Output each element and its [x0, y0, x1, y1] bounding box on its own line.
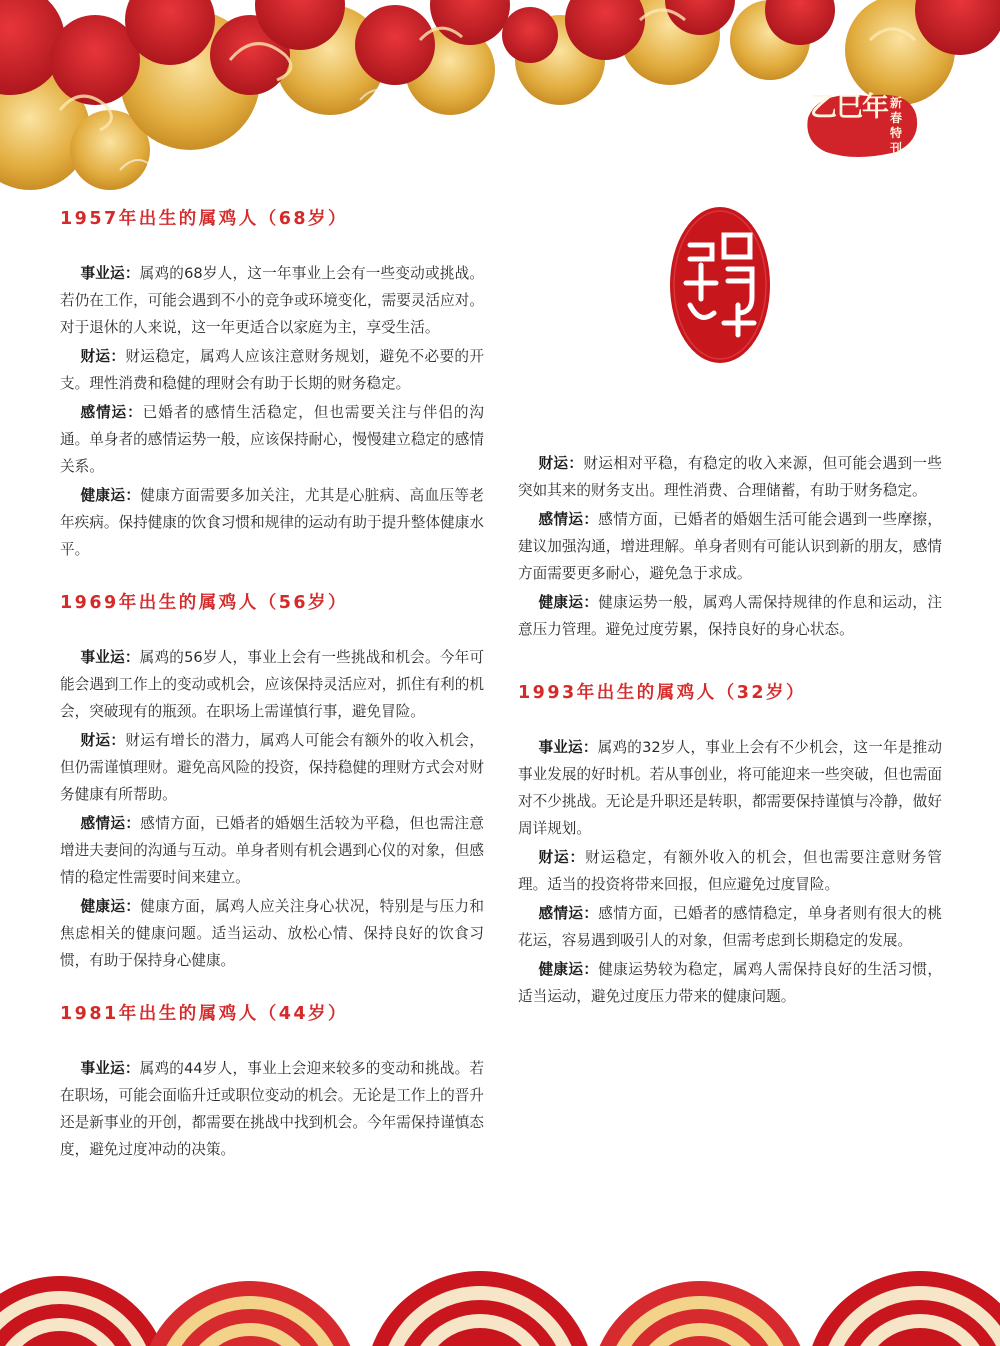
- badge-subtitle: 新春特刊: [890, 96, 903, 155]
- text-wealth: 财运稳定，有额外收入的机会，但也需要注意财务管理。适当的投资将带来回报，但应避免过度冒险。: [518, 849, 942, 893]
- seal-shape: [668, 205, 772, 365]
- paragraph-love: [518, 506, 942, 587]
- text-love: 感情方面，已婚者的婚姻生活可能会遇到一些摩擦，建议加强沟通，增进理解。单身者则有可能认识到新的朋友，感情方面需要更多耐心，避免急于求成。: [518, 511, 942, 582]
- section-heading: 1981年出生的属鸡人（44岁）: [60, 1004, 349, 1024]
- section-1957: [60, 205, 484, 563]
- right-column: [518, 450, 942, 1036]
- section-1993: [518, 679, 942, 1010]
- rooster-seal: [668, 205, 772, 365]
- text-health: 健康运势较为稳定，属鸡人需保持良好的生活习惯，适当运动，避免过度压力带来的健康问题。: [518, 961, 942, 1005]
- paragraph-career: [60, 644, 484, 725]
- badge-title: 乙巳年: [810, 92, 888, 123]
- paragraph-health: [60, 482, 484, 563]
- label-career: 事业运：: [80, 265, 140, 282]
- paragraph-wealth: [518, 844, 942, 898]
- paragraph-love: [60, 399, 484, 480]
- text-health: 健康方面，属鸡人应关注身心状况，特别是与压力和焦虑相关的健康问题。适当运动、放松心情、保持良好的饮食习惯，有助于保持身心健康。: [60, 898, 484, 969]
- label-career: 事业运：: [538, 739, 598, 756]
- section-heading: 1993年出生的属鸡人（32岁）: [518, 683, 807, 703]
- left-column: [60, 205, 484, 1189]
- text-career: 属鸡的32岁人，事业上会有不少机会，这一年是推动事业发展的好时机。若从事创业，将可能迎来一些突破，但也需面对不少挑战。无论是升职还是转职，都需要保持谨慎与冷静，做好周详规划。: [518, 739, 942, 837]
- paragraph-career: [60, 1055, 484, 1163]
- text-love: 感情方面，已婚者的婚姻生活较为平稳，但也需注意增进夫妻间的沟通与互动。单身者则有机会遇到心仪的对象，但感情的稳定性需要时间来建立。: [60, 815, 484, 886]
- label-wealth: 财运：: [80, 348, 126, 365]
- paragraph-career: [60, 260, 484, 341]
- text-love: 感情方面，已婚者的感情稳定，单身者则有很大的桃花运，容易遇到吸引人的对象，但需考虑到长期稳定的发展。: [518, 905, 942, 949]
- paragraph-wealth: [518, 450, 942, 504]
- label-wealth: 财运：: [80, 732, 126, 749]
- bottom-wave-decoration: [0, 1266, 1000, 1346]
- paragraph-health: [518, 589, 942, 643]
- text-career: 属鸡的44岁人，事业上会迎来较多的变动和挑战。若在职场，可能会面临升迁或职位变动的机会。无论是工作上的晋升还是新事业的开创，都需要在挑战中找到机会。今年需保持谨慎态度，避免过度冲动的决策。: [60, 1060, 484, 1158]
- label-wealth: 财运：: [538, 455, 584, 472]
- label-health: 健康运：: [538, 961, 599, 978]
- label-love: 感情运：: [80, 815, 141, 832]
- section-1981: [60, 1000, 484, 1163]
- issue-badge: [804, 88, 922, 160]
- paragraph-health: [60, 893, 484, 974]
- label-love: 感情运：: [538, 905, 599, 922]
- label-love: 感情运：: [538, 511, 599, 528]
- label-career: 事业运：: [80, 649, 140, 666]
- section-heading: 1969年出生的属鸡人（56岁）: [60, 593, 349, 613]
- paragraph-wealth: [60, 343, 484, 397]
- text-health: 健康运势一般，属鸡人需保持规律的作息和运动，注意压力管理。避免过度劳累，保持良好的身心状态。: [518, 594, 942, 638]
- text-wealth: 财运稳定，属鸡人应该注意财务规划，避免不必要的开支。理性消费和稳健的理财会有助于长期的财务稳定。: [60, 348, 484, 392]
- paragraph-love: [60, 810, 484, 891]
- label-health: 健康运：: [80, 898, 141, 915]
- paragraph-career: [518, 734, 942, 842]
- text-career: 属鸡的68岁人，这一年事业上会有一些变动或挑战。若仍在工作，可能会遇到不小的竞争或环境变化，需要灵活应对。对于退休的人来说，这一年更适合以家庭为主，享受生活。: [60, 265, 484, 336]
- label-career: 事业运：: [80, 1060, 140, 1077]
- section-heading: 1957年出生的属鸡人（68岁）: [60, 209, 349, 229]
- text-wealth: 财运相对平稳，有稳定的收入来源，但可能会遇到一些突如其来的财务支出。理性消费、合理储蓄，有助于财务稳定。: [518, 455, 942, 499]
- label-health: 健康运：: [538, 594, 599, 611]
- label-love: 感情运：: [80, 404, 143, 421]
- paragraph-health: [518, 956, 942, 1010]
- label-health: 健康运：: [80, 487, 141, 504]
- text-love: 已婚者的感情生活稳定，但也需要关注与伴侣的沟通。单身者的感情运势一般，应该保持耐心，慢慢建立稳定的感情关系。: [60, 404, 484, 475]
- paragraph-wealth: [60, 727, 484, 808]
- text-career: 属鸡的56岁人，事业上会有一些挑战和机会。今年可能会遇到工作上的变动或机会，应该保持灵活应对，抓住有利的机会，突破现有的瓶颈。在职场上需谨慎行事，避免冒险。: [60, 649, 484, 720]
- label-wealth: 财运：: [538, 849, 586, 866]
- text-wealth: 财运有增长的潜力，属鸡人可能会有额外的收入机会，但仍需谨慎理财。避免高风险的投资，保持稳健的理财方式会对财务健康有所帮助。: [60, 732, 484, 803]
- section-1969: [60, 589, 484, 974]
- section-1981-continued: [518, 450, 942, 643]
- text-health: 健康方面需要多加关注，尤其是心脏病、高血压等老年疾病。保持健康的饮食习惯和规律的运动有助于提升整体健康水平。: [60, 487, 484, 558]
- paragraph-love: [518, 900, 942, 954]
